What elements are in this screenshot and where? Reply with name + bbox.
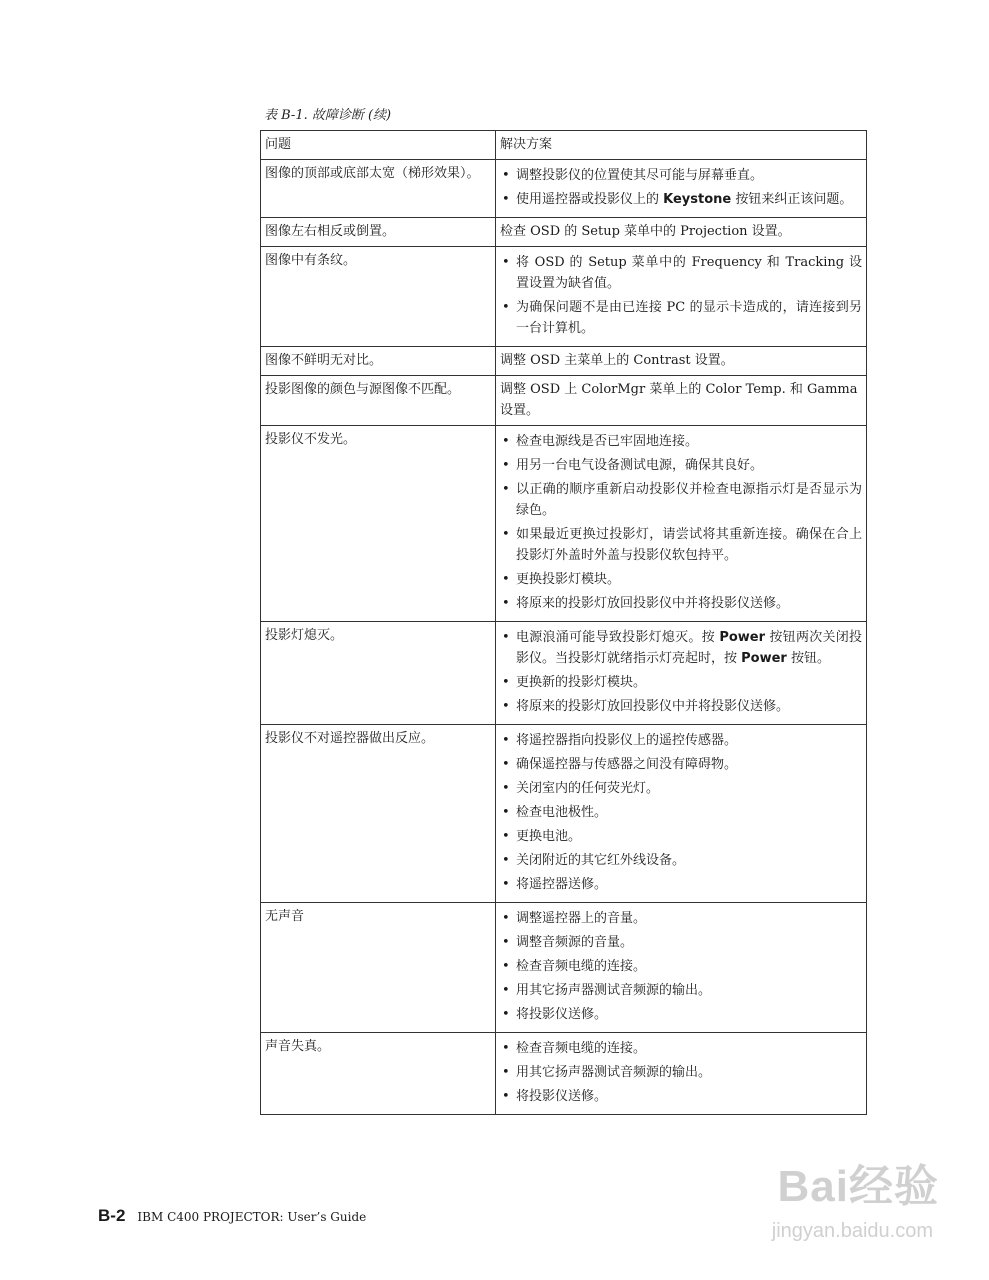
table-row [261, 376, 867, 426]
solution-text: 确保遥控器与传感器之间没有障碍物。 [516, 757, 738, 772]
solution-item [500, 1038, 862, 1059]
solution-text: 检查音频电缆的连接。 [516, 1041, 647, 1056]
problem-cell: 投影仪不对遥控器做出反应。 [261, 725, 496, 903]
solution-text: 按钮两次关闭投影仪。当投影灯就绪指示灯亮起时，按 [516, 630, 862, 666]
troubleshooting-table [260, 130, 867, 1115]
table-header-row [261, 131, 867, 160]
solution-text: 检查电源线是否已牢固地连接。 [516, 434, 699, 449]
page-number: B-2 [98, 1206, 126, 1225]
table-caption: 表 B-1. 故障诊断 (续) [264, 108, 392, 123]
solution-item [500, 908, 862, 929]
solution-cell [496, 725, 867, 903]
solution-list [500, 730, 862, 895]
solution-text: 为确保问题不是由已连接 PC 的显示卡造成的，请连接到另一台计算机。 [516, 300, 862, 336]
table-row [261, 218, 867, 247]
solution-item [500, 1062, 862, 1083]
problem-cell: 声音失真。 [261, 1033, 496, 1115]
solution-item [500, 730, 862, 751]
watermark [772, 1150, 939, 1243]
solution-text: 按钮来纠正该问题。 [731, 192, 853, 207]
solution-text: 将原来的投影灯放回投影仪中并将投影仪送修。 [516, 596, 790, 611]
solution-list [500, 431, 862, 614]
solution-text: 如果最近更换过投影灯，请尝试将其重新连接。确保在合上投影灯外盖时外盖与投影仪软包持平。 [516, 527, 862, 563]
table-row [261, 426, 867, 622]
solution-text: 调整投影仪的位置使其尽可能与屏幕垂直。 [516, 168, 764, 183]
solution-item [500, 696, 862, 717]
solution-item [500, 455, 862, 476]
solution-item [500, 956, 862, 977]
problem-cell: 图像中有条纹。 [261, 247, 496, 347]
solution-item [500, 874, 862, 895]
solution-item [500, 980, 862, 1001]
solution-text: 更换投影灯模块。 [516, 572, 621, 587]
problem-cell: 投影图像的颜色与源图像不匹配。 [261, 376, 496, 426]
solution-item [500, 826, 862, 847]
solution-cell [496, 622, 867, 725]
solution-text: 使用遥控器或投影仪上的 [516, 192, 664, 207]
solution-item [500, 189, 862, 210]
solution-item [500, 479, 862, 521]
solution-text: 更换电池。 [516, 829, 582, 844]
header-problem: 问题 [261, 131, 496, 160]
button-name-keyword: Power [719, 630, 766, 645]
button-name-keyword: Power [741, 651, 787, 666]
solution-item [500, 165, 862, 186]
problem-cell: 图像不鲜明无对比。 [261, 347, 496, 376]
solution-text: 以正确的顺序重新启动投影仪并检查电源指示灯是否显示为绿色。 [516, 482, 862, 518]
solution-cell [496, 247, 867, 347]
solution-item [500, 778, 862, 799]
solution-text: 调整音频源的音量。 [516, 935, 634, 950]
solution-item [500, 569, 862, 590]
solution-list [500, 252, 862, 339]
solution-text: 关闭室内的任何荧光灯。 [516, 781, 660, 796]
solution-text: 电源浪涌可能导致投影灯熄灭。按 [516, 630, 720, 645]
solution-text: 更换新的投影灯模块。 [516, 675, 647, 690]
solution-text: 将 OSD 的 Setup 菜单中的 Frequency 和 Tracking 设置设置为缺省值。 [516, 255, 862, 291]
solution-item [500, 627, 862, 669]
solution-text: 将投影仪送修。 [516, 1007, 608, 1022]
solution-list [500, 165, 862, 210]
solution-cell [496, 160, 867, 218]
solution-text: 调整遥控器上的音量。 [516, 911, 647, 926]
solution-item [500, 672, 862, 693]
solution-text: 将原来的投影灯放回投影仪中并将投影仪送修。 [516, 699, 790, 714]
solution-cell [496, 426, 867, 622]
page-footer [98, 1206, 366, 1226]
solution-item [500, 252, 862, 294]
solution-text: 用其它扬声器测试音频源的输出。 [516, 983, 712, 998]
problem-cell: 图像的顶部或底部太宽（梯形效果）。 [261, 160, 496, 218]
watermark-logo: Bai经验 [777, 1162, 939, 1211]
table-body [261, 160, 867, 1115]
button-name-keyword: Keystone [663, 192, 732, 207]
solution-text: 将投影仪送修。 [516, 1089, 608, 1104]
solution-text: 检查音频电缆的连接。 [516, 959, 647, 974]
header-solution: 解决方案 [496, 131, 867, 160]
solution-cell: 调整 OSD 上 ColorMgr 菜单上的 Color Temp. 和 Gamma 设置。 [496, 376, 867, 426]
table-row [261, 247, 867, 347]
guide-title: IBM C400 PROJECTOR: User’s Guide [137, 1210, 367, 1224]
solution-text: 按钮。 [786, 651, 830, 666]
solution-list [500, 627, 862, 717]
watermark-url: jingyan.baidu.com [771, 1220, 933, 1242]
solution-item [500, 1004, 862, 1025]
solution-item [500, 754, 862, 775]
solution-item [500, 524, 862, 566]
problem-cell: 图像左右相反或倒置。 [261, 218, 496, 247]
solution-text: 检查电池极性。 [516, 805, 608, 820]
solution-item [500, 431, 862, 452]
solution-item [500, 850, 862, 871]
problem-cell: 无声音 [261, 903, 496, 1033]
table-row [261, 1033, 867, 1115]
solution-cell: 调整 OSD 主菜单上的 Contrast 设置。 [496, 347, 867, 376]
solution-item [500, 932, 862, 953]
solution-text: 将遥控器送修。 [516, 877, 608, 892]
problem-cell: 投影仪不发光。 [261, 426, 496, 622]
solution-text: 将遥控器指向投影仪上的遥控传感器。 [516, 733, 738, 748]
solution-text: 用其它扬声器测试音频源的输出。 [516, 1065, 712, 1080]
solution-text: 用另一台电气设备测试电源，确保其良好。 [516, 458, 764, 473]
solution-text: 关闭附近的其它红外线设备。 [516, 853, 686, 868]
solution-item [500, 593, 862, 614]
table-row [261, 347, 867, 376]
table-row [261, 160, 867, 218]
solution-cell [496, 903, 867, 1033]
solution-item [500, 297, 862, 339]
table-row [261, 903, 867, 1033]
solution-cell [496, 1033, 867, 1115]
solution-list [500, 1038, 862, 1107]
solution-item [500, 802, 862, 823]
solution-list [500, 908, 862, 1025]
problem-cell: 投影灯熄灭。 [261, 622, 496, 725]
table-row [261, 725, 867, 903]
solution-item [500, 1086, 862, 1107]
solution-cell: 检查 OSD 的 Setup 菜单中的 Projection 设置。 [496, 218, 867, 247]
table-row [261, 622, 867, 725]
